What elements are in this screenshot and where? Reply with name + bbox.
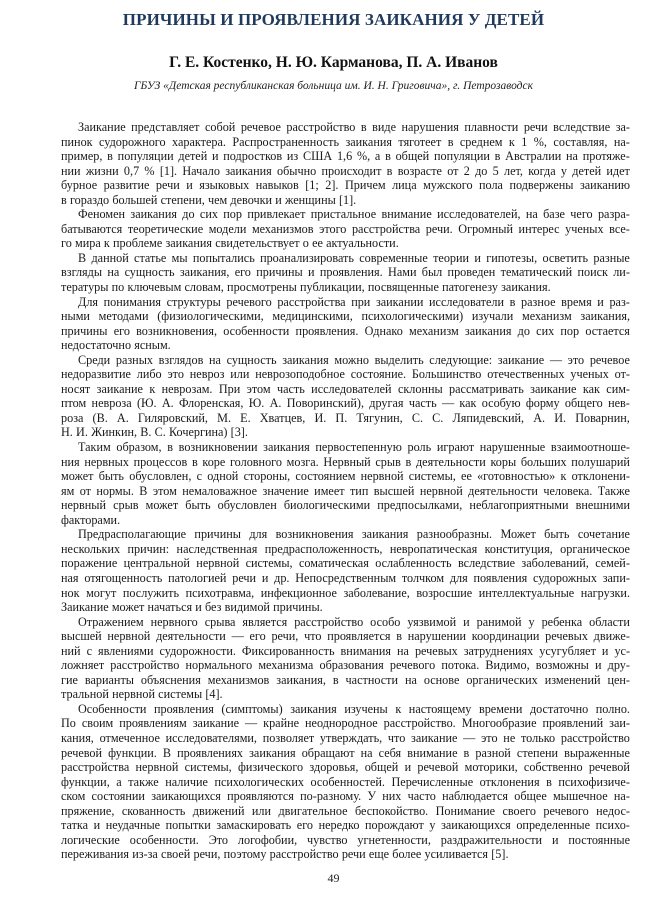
text-line: нок могут послужить психотравма, инфекционное заболевание, возросшие интеллектуальные нагрузки. bbox=[61, 585, 630, 600]
paragraph bbox=[61, 207, 630, 251]
text-line: поражение центральной нервной системы, соматическая ослабленность вследствие заболеваний, семей- bbox=[61, 556, 630, 571]
page-number: 49 bbox=[327, 871, 340, 885]
text-line: ная отягощенность патологией речи и др. Непосредственным толчком для появления судорожных запи- bbox=[61, 570, 630, 585]
text-line: батываются теоретические модели механизмов этого расстройства речи. Огромный интерес ученых все- bbox=[61, 221, 630, 236]
text-line: птом невроза (Ю. А. Флоренская, Ю. А. Поворинский), другая часть — как особую форму общего нев- bbox=[61, 396, 630, 411]
text-line: нервный срыв может быть обусловлен биологическими предпосылками, неблагоприятными внешними bbox=[61, 498, 630, 513]
text-line: В данной статье мы попытались проанализировать современные теории и гипотезы, осветить разные bbox=[78, 250, 630, 265]
text-line: причины его возникновения, особенности проявления. Однако механизм заикания до сих пор остается bbox=[61, 323, 630, 338]
text-line: го мира к проблеме заикания свидетельствует о ее актуальности. bbox=[61, 236, 399, 251]
text-line: пряжение, скованность движений или двигательное беспокойство. Понимание своего речевого недос- bbox=[61, 803, 630, 818]
text-line: Заикание представляет собой речевое расстройство в виде нарушения плавности речи вследствие за- bbox=[78, 120, 630, 134]
text-line: носят заикание к неврозам. При этом часть исследователей склонны рассматривать заикание как сим- bbox=[61, 381, 630, 396]
article-authors: Г. Е. Костенко, Н. Ю. Карманова, П. А. Иванов bbox=[169, 54, 498, 71]
text-line: Для понимания структуры речевого расстройства при заикании исследователи в разное время и раз- bbox=[78, 294, 630, 309]
text-line: Отражением нервного срыва является расстройство особо уязвимой и ранимой у ребенка области bbox=[78, 614, 630, 629]
text-line: По своим проявлениям заикание — крайне неоднородное расстройство. Многообразие проявлений заи- bbox=[61, 716, 630, 731]
text-line: нии жизни 0,7 % [1]. Начало заикания обычно происходит в возрасте от 2 до 5 лет, когда у детей идет bbox=[61, 163, 630, 178]
text-line: Особенности проявления (симптомы) заикания изучены к настоящему времени достаточно полно. bbox=[78, 701, 630, 716]
text-line: факторами. bbox=[61, 512, 121, 527]
text-line: расстройства нервной системы, физического здоровья, общей и речевой моторики, собственно речевой bbox=[61, 760, 630, 775]
text-line: ском состоянии заикающихся проявляются по-разному. У них часто наблюдается общее мышечное на- bbox=[61, 789, 630, 804]
text-line: ными методами (физиологическими, медицинскими, психологическими) изучали механизм заикания, bbox=[61, 309, 630, 324]
text-line: тературы по ключевым словам, просмотрены публикации, посвященные патогенезу заикания. bbox=[61, 280, 551, 295]
text-line: высшей нервной деятельности — его речи, что проявляется в нарушении координации речевых движе- bbox=[61, 629, 630, 644]
article-affiliation: ГБУЗ «Детская республиканская больница им. И. Н. Григовича», г. Петрозаводск bbox=[134, 80, 533, 92]
text-line: татка и неудачные попытки замаскировать его нередко порождают у заикающихся определенные психо- bbox=[61, 818, 630, 833]
paragraph bbox=[61, 527, 630, 614]
text-line: Заикание может начаться и без видимой причины. bbox=[61, 600, 323, 615]
paragraph bbox=[61, 440, 630, 527]
text-line: Среди разных взглядов на сущность заикания можно выделить следующие: заикание — это речевое bbox=[78, 352, 630, 367]
text-line: в гораздо большей степени, чем девочки и женщины [1]. bbox=[61, 192, 357, 207]
text-line: переживания из-за своей речи, поэтому расстройство речи еще более усиливается [5]. bbox=[61, 847, 509, 862]
text-line: ям от нормы. В этом немаловажное значение имеет тип высшей нервной деятельности человека. Также bbox=[61, 483, 630, 498]
paragraph bbox=[61, 251, 630, 295]
text-line: пинок судорожного характера. Распространенность заикания тяготеет в среднем к 1 %, составляя, на- bbox=[61, 134, 630, 149]
text-line: Феномен заикания до сих пор привлекает пристальное внимание исследователей, на базе чего разра- bbox=[78, 207, 630, 222]
text-line: роза (В. А. Гиляровский, М. Е. Хватцев, И. П. Тягунин, С. С. Ляпидевский, А. И. Поварнин, bbox=[61, 410, 630, 425]
paragraph bbox=[61, 120, 630, 207]
text-line: ния нервных процессов в коре головного мозга. Нервный срыв в деятельности коры больших полушарий bbox=[61, 454, 630, 469]
paragraph bbox=[61, 295, 630, 353]
text-line: недостаточно ясным. bbox=[61, 338, 171, 353]
text-line: кания, отмеченное исследователями, позволяет утверждать, что заикание — это не только расстройство bbox=[61, 730, 630, 745]
text-line: бурное развитие речи и языковых навыков [1; 2]. Причем лица мужского пола подвержены заиканию bbox=[61, 178, 630, 193]
paragraph bbox=[61, 702, 630, 862]
text-line: гие варианты объяснения механизмов заикания, в частности на основе органических изменений цен- bbox=[61, 672, 630, 687]
text-line: взгляды на сущность заикания, его причины и проявления. Нами был проведен тематический поиск ли- bbox=[61, 265, 630, 280]
text-line: недоразвитие либо это невроз или неврозоподобное состояние. Большинство отечественных ученых от- bbox=[61, 367, 630, 382]
text-line: нескольких причин: наследственная предрасположенность, невропатическая конституция, органическое bbox=[61, 541, 630, 556]
paragraph bbox=[61, 353, 630, 440]
text-line: Таким образом, в возникновении заикания первостепенную роль играют нарушенные взаимоотноше- bbox=[78, 440, 630, 455]
paragraph bbox=[61, 615, 630, 702]
article-body bbox=[61, 120, 630, 862]
text-line: пример, в популяции детей и подростков из США 1,6 %, а в общей популяции в Австралии на протяже- bbox=[61, 149, 630, 164]
article-title: ПРИЧИНЫ И ПРОЯВЛЕНИЯ ЗАИКАНИЯ У ДЕТЕЙ bbox=[122, 10, 545, 29]
text-line: Предрасполагающие причины для возникновения заикания разнообразны. Может быть сочетание bbox=[78, 527, 630, 542]
text-line: ний с явлениями судорожности. Фиксированность внимания на речевых затруднениях усугубляет и ус- bbox=[61, 643, 630, 658]
text-line: Н. И. Жинкин, В. С. Кочергина) [3]. bbox=[61, 425, 248, 440]
text-line: может быть обусловлен, с одной стороны, состоянием нервной системы, ее «готовностью» к отклонени- bbox=[61, 469, 630, 484]
text-line: функции, а также наличие психологических особенностей. Перечисленные отклонения в психофизиче- bbox=[61, 774, 630, 789]
text-line: речевой функции. В проявлениях заикания обращают на себя внимание в разной степени выраженные bbox=[61, 745, 630, 760]
text-line: ложняет расстройство нормального механизма образования речевого потока. Видимо, возможны и дру- bbox=[61, 658, 630, 673]
text-line: тральной нервной системы [4]. bbox=[61, 687, 223, 702]
text-line: логические особенности. Это логофобии, чувство угнетенности, раздражительности и постоянные bbox=[61, 832, 630, 847]
